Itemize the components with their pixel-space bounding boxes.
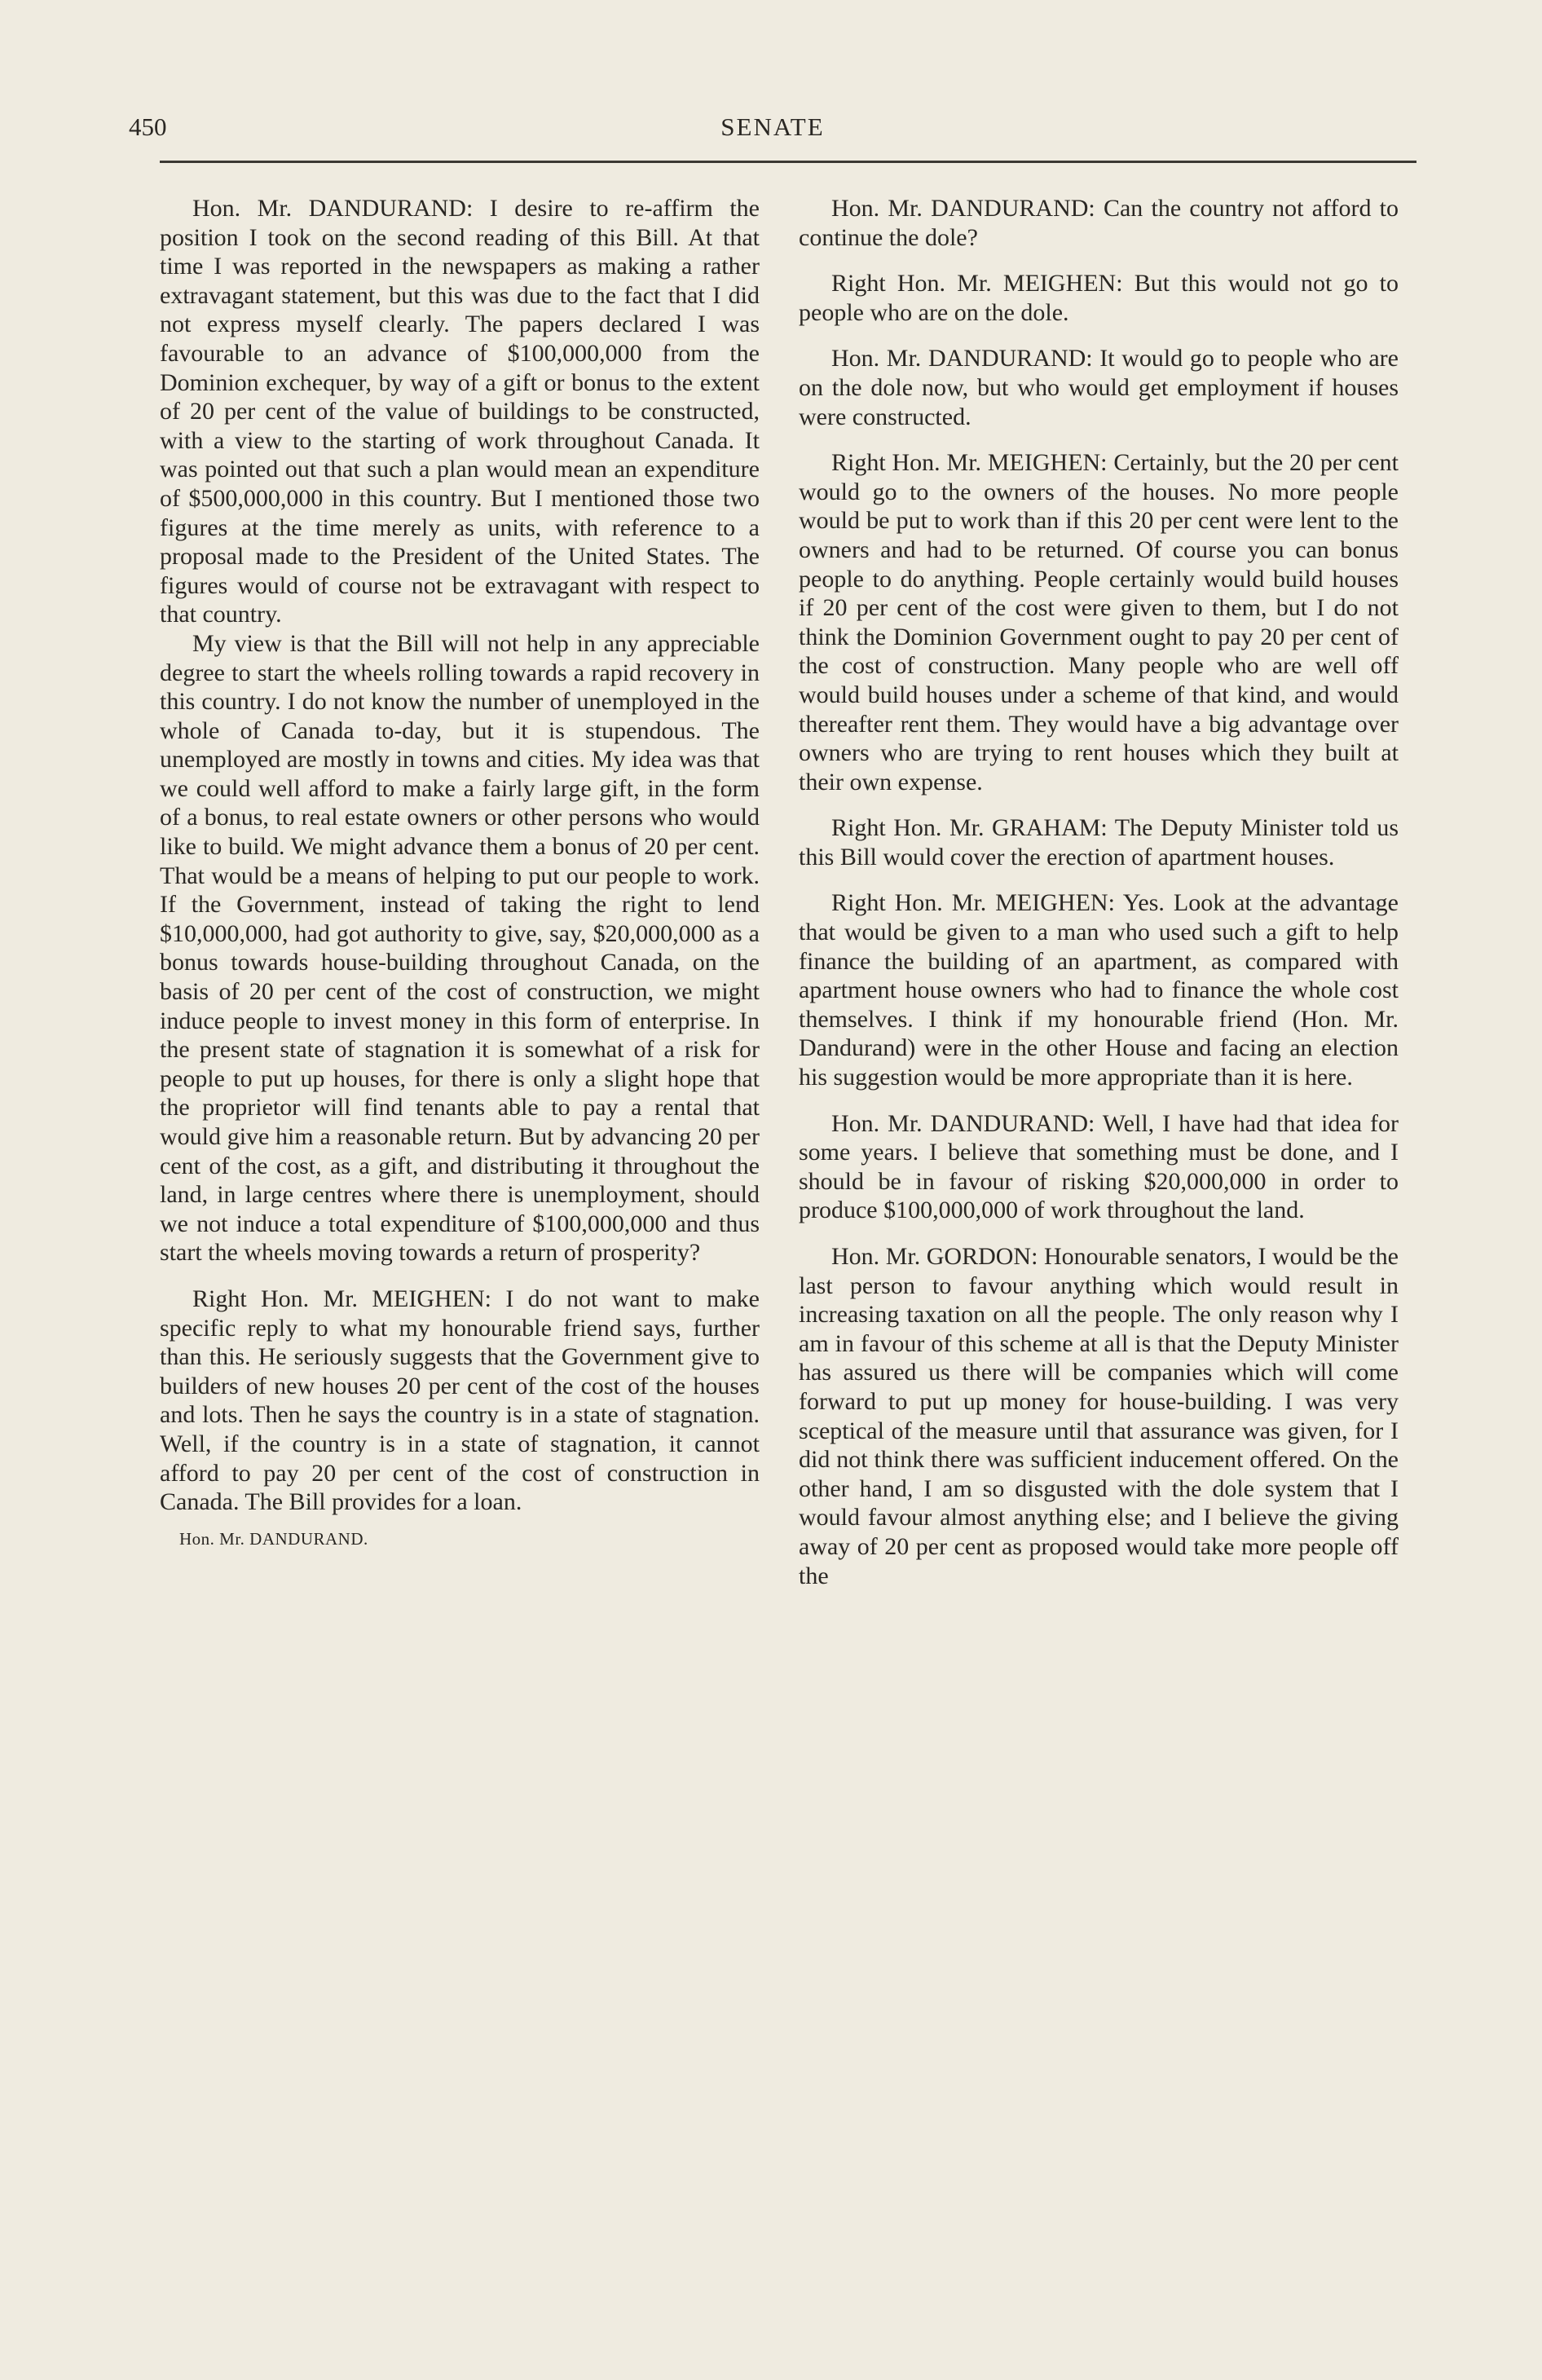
page-header — [129, 112, 1416, 153]
page-number: 450 — [129, 112, 167, 141]
right-column — [799, 194, 1399, 1590]
speech-paragraph: Hon. Mr. DANDURAND: Well, I have had that idea for some years. I believe that something must be done, and I should be in favour of risking $20,000,000 in order to produce $100,000,000 of work throughout the land. — [799, 1109, 1399, 1224]
speech-paragraph: My view is that the Bill will not help in any appreciable degree to start the wheels rolling towards a rapid recovery in this country. I do not know the number of unemployed in the whole of Canada to-day, but it is stupendous. The unemployed are mostly in towns and cities. My idea was that we could well afford to make a fairly large gift, in the form of a bonus, to real estate owners or other persons who would like to build. We might advance them a bonus of 20 per cent. That would be a means of helping to put our people to work. If the Government, instead of taking the right to lend $10,000,000, had got authority to give, say, $20,000,000 as a bonus towards house-building throughout Canada, on the basis of 20 per cent of the cost of construction, we might induce people to invest money in this form of enterprise. In the present state of stagnation it is somewhat of a risk for people to put up houses, for there is only a slight hope that the proprietor will find tenants able to pay a rental that would give him a reasonable return. But by advancing 20 per cent of the cost, as a gift, and distributing it throughout the land, in large centres where there is unemployment, should we not induce a total expenditure of $100,000,000 and thus start the wheels moving towards a return of prosperity? — [160, 629, 760, 1267]
speech-paragraph: Right Hon. Mr. MEIGHEN: I do not want to make specific reply to what my honourable friend says, further than this. He seriously suggests that the Government give to builders of new houses 20 per cent of the cost of the houses and lots. Then he says the country is in a state of stagnation. Well, if the country is in a state of stagnation, it cannot afford to pay 20 per cent of the cost of construction in Canada. The Bill provides for a loan. — [160, 1285, 760, 1516]
speech-paragraph: Right Hon. Mr. MEIGHEN: Certainly, but the 20 per cent would go to the owners of the houses. No more people would be put to work than if this 20 per cent were lent to the owners and had to be returned. Of course you can bonus people to do anything. People certainly would build houses if 20 per cent of the cost were given to them, but I do not think the Dominion Government ought to pay 20 per cent of the cost of construction. Many people who are well off would build houses under a scheme of that kind, and would thereafter rent them. They would have a big advantage over owners who are trying to rent houses which they built at their own expense. — [799, 449, 1399, 796]
left-column — [160, 194, 760, 1554]
speech-paragraph: Right Hon. Mr. GRAHAM: The Deputy Minister told us this Bill would cover the erection of apartment houses. — [799, 814, 1399, 870]
header-rule — [160, 161, 1416, 163]
speech-paragraph: Hon. Mr. DANDURAND: It would go to people who are on the dole now, but who would get employment if houses were constructed. — [799, 345, 1399, 430]
running-head: SENATE — [720, 112, 825, 141]
speech-paragraph: Hon. Mr. DANDURAND: Can the country not afford to continue the dole? — [799, 195, 1399, 251]
speech-paragraph: Right Hon. Mr. MEIGHEN: But this would not go to people who are on the dole. — [799, 270, 1399, 326]
footer-note: Hon. Mr. DANDURAND. — [179, 1528, 368, 1549]
speech-paragraph: Right Hon. Mr. MEIGHEN: Yes. Look at the advantage that would be given to a man who used such a gift to help finance the building of an apartment, as compared with apartment house owners who had to finance the whole cost themselves. I think if my honourable friend (Hon. Mr. Dandurand) were in the other House and facing an election his suggestion would be more appropriate than it is here. — [799, 889, 1399, 1091]
speech-paragraph: Hon. Mr. GORDON: Honourable senators, I would be the last person to favour anything which would result in increasing taxation on all the people. The only reason why I am in favour of this scheme at all is that the Deputy Minister has assured us there will be companies which will come forward to put up money for house-building. I was very sceptical of the measure until that assurance was given, for I did not think there was sufficient inducement offered. On the other hand, I am so disgusted with the dole system that I would favour almost anything else; and I believe the giving away of 20 per cent as proposed would take more people off the — [799, 1243, 1399, 1589]
speech-paragraph: Hon. Mr. DANDURAND: I desire to re-affirm the position I took on the second reading of this Bill. At that time I was reported in the newspapers as making a rather extravagant statement, but this was due to the fact that I did not express myself clearly. The papers declared I was favourable to an advance of $100,000,000 from the Dominion exchequer, by way of a gift or bonus to the extent of 20 per cent of the value of buildings to be constructed, with a view to the starting of work throughout Canada. It was pointed out that such a plan would mean an expenditure of $500,000,000 in this country. But I mentioned those two figures at the time merely as units, with reference to a proposal made to the President of the United States. The figures would of course not be extravagant with respect to that country. — [160, 195, 760, 628]
